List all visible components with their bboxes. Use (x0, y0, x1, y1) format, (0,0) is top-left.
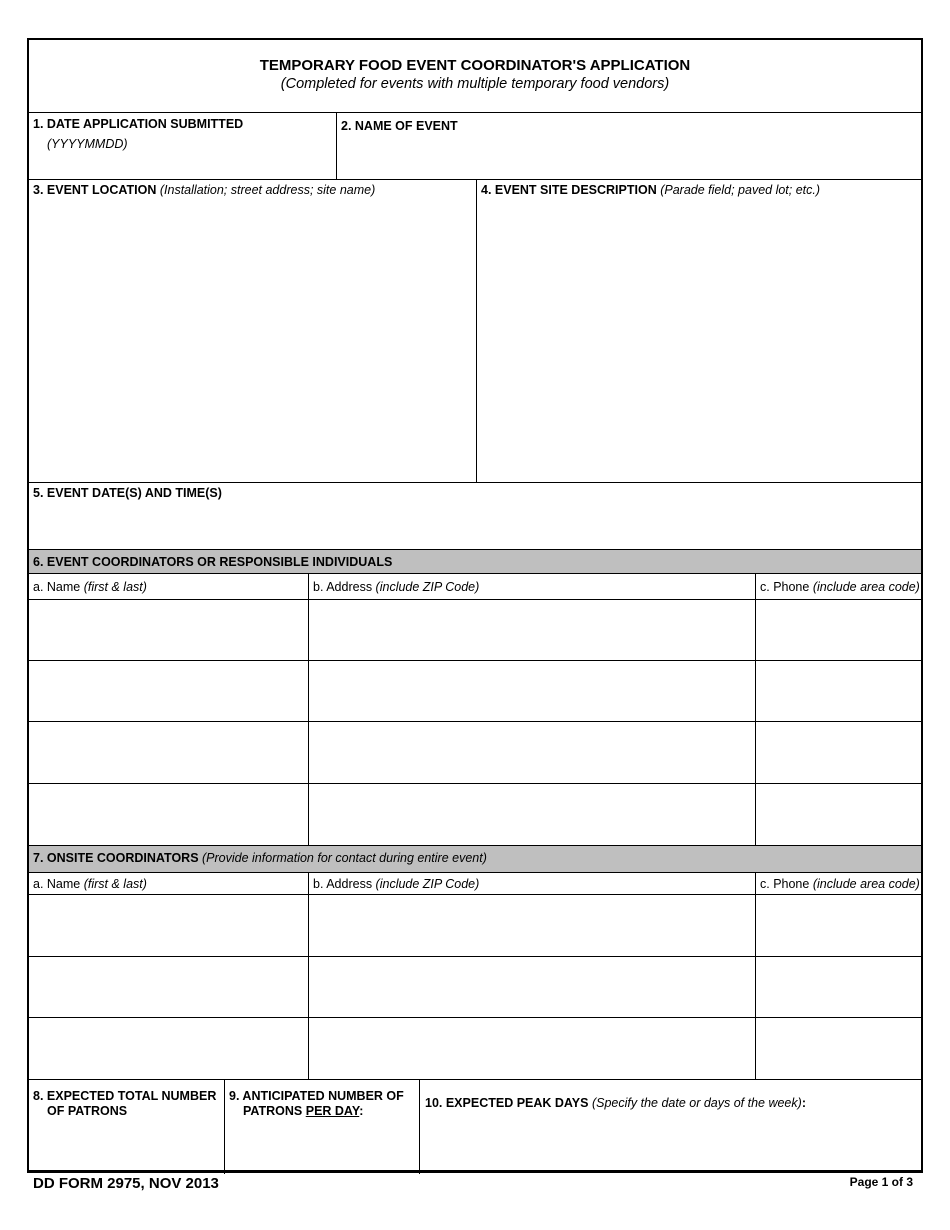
divider (336, 112, 337, 179)
col-c-hint: (include area code) (812, 580, 920, 594)
section-7-title-text: 7. ONSITE COORDINATORS (33, 851, 199, 865)
divider (29, 956, 921, 957)
field-10-title: 10. EXPECTED PEAK DAYS (425, 1096, 589, 1110)
divider (29, 179, 921, 180)
onsite-3-address-input[interactable] (312, 1020, 752, 1075)
section-6-title: 6. EVENT COORDINATORS OR RESPONSIBLE INDIVIDUALS (33, 555, 393, 569)
divider (29, 549, 921, 550)
section-7-col-a (33, 876, 147, 892)
field-3-hint: (Installation; street address; site name) (159, 183, 376, 197)
divider (224, 1079, 225, 1174)
field-2-label: 2. NAME OF EVENT (341, 119, 458, 133)
divider (308, 872, 309, 1079)
form-title: TEMPORARY FOOD EVENT COORDINATOR'S APPLICATION (259, 57, 691, 74)
divider (29, 112, 921, 113)
field-10-label (425, 1095, 806, 1111)
divider (29, 599, 921, 600)
coordinator-3-name-input[interactable] (32, 724, 304, 779)
field-10-hint: (Specify the date or days of the week) (591, 1096, 802, 1110)
col-a-hint: (first & last) (83, 877, 147, 891)
coordinator-1-name-input[interactable] (32, 602, 304, 657)
onsite-1-address-input[interactable] (312, 897, 752, 953)
event-name-input[interactable] (341, 136, 916, 174)
coordinator-2-address-input[interactable] (312, 663, 752, 718)
col-c-label: c. Phone (760, 877, 813, 891)
onsite-1-phone-input[interactable] (759, 897, 919, 953)
onsite-3-phone-input[interactable] (759, 1020, 919, 1075)
field-9-label-part-c: : (359, 1104, 364, 1118)
form-subtitle: (Completed for events with multiple temporary food vendors) (280, 76, 670, 92)
col-a-hint: (first & last) (83, 580, 147, 594)
field-4-hint: (Parade field; paved lot; etc.) (660, 183, 821, 197)
onsite-2-phone-input[interactable] (759, 959, 919, 1014)
section-7-title (33, 850, 487, 866)
divider (29, 1017, 921, 1018)
coordinator-2-phone-input[interactable] (759, 663, 919, 718)
section-7-col-b (313, 876, 479, 892)
divider (476, 179, 477, 482)
field-1-hint: (YYYYMMDD) (47, 137, 128, 151)
field-10-colon: : (801, 1096, 806, 1110)
col-c-label: c. Phone (760, 580, 813, 594)
coordinator-4-address-input[interactable] (312, 786, 752, 841)
date-submitted-input[interactable] (159, 132, 329, 172)
page-number: Page 1 of 3 (849, 1175, 913, 1189)
section-6-col-a (33, 579, 147, 595)
coordinator-1-address-input[interactable] (312, 602, 752, 657)
form-number: DD FORM 2975, NOV 2013 (33, 1175, 219, 1192)
divider (29, 872, 921, 873)
onsite-3-name-input[interactable] (32, 1020, 304, 1075)
divider (29, 660, 921, 661)
coordinator-2-name-input[interactable] (32, 663, 304, 718)
divider (29, 573, 921, 574)
col-b-hint: (include ZIP Code) (375, 580, 480, 594)
section-7-title-hint: (Provide information for contact during entire event) (202, 851, 487, 865)
col-c-hint: (include area code) (812, 877, 920, 891)
field-3-label (33, 182, 375, 198)
section-6-col-b (313, 579, 479, 595)
event-dates-input[interactable] (33, 504, 917, 544)
section-7-col-c (760, 876, 920, 892)
field-9-label-line1: 9. ANTICIPATED NUMBER OF (229, 1089, 404, 1103)
field-8-label-line2: OF PATRONS (47, 1104, 128, 1118)
divider (755, 872, 756, 1079)
field-1-label: 1. DATE APPLICATION SUBMITTED (33, 117, 244, 131)
field-9-label-part-b: PER DAY (305, 1104, 360, 1118)
patrons-per-day-input[interactable] (228, 1122, 415, 1170)
onsite-1-name-input[interactable] (32, 897, 304, 953)
field-8-label-line1: 8. EXPECTED TOTAL NUMBER (33, 1089, 217, 1103)
field-9-label-line2 (243, 1103, 363, 1119)
divider (29, 1079, 921, 1080)
field-3-title: 3. EVENT LOCATION (33, 183, 157, 197)
event-site-description-input[interactable] (481, 202, 917, 477)
coordinator-4-name-input[interactable] (32, 786, 304, 841)
coordinator-3-phone-input[interactable] (759, 724, 919, 779)
divider (29, 894, 921, 895)
form-frame (27, 38, 923, 1173)
divider (29, 721, 921, 722)
total-patrons-input[interactable] (32, 1122, 220, 1170)
section-6-col-c (760, 579, 920, 595)
divider (419, 1079, 420, 1174)
field-4-title: 4. EVENT SITE DESCRIPTION (481, 183, 657, 197)
divider (308, 573, 309, 845)
col-b-label: b. Address (313, 877, 376, 891)
event-location-input[interactable] (33, 202, 473, 477)
onsite-2-name-input[interactable] (32, 959, 304, 1014)
field-9-label-part-a: PATRONS (243, 1104, 306, 1118)
divider (29, 482, 921, 483)
divider (29, 845, 921, 846)
col-a-label: a. Name (33, 580, 84, 594)
coordinator-1-phone-input[interactable] (759, 602, 919, 657)
divider (755, 573, 756, 845)
col-b-hint: (include ZIP Code) (375, 877, 480, 891)
field-5-label: 5. EVENT DATE(S) AND TIME(S) (33, 486, 222, 500)
peak-days-input[interactable] (424, 1116, 918, 1170)
coordinator-4-phone-input[interactable] (759, 786, 919, 841)
divider (29, 783, 921, 784)
coordinator-3-address-input[interactable] (312, 724, 752, 779)
field-4-label (481, 182, 820, 198)
col-a-label: a. Name (33, 877, 84, 891)
col-b-label: b. Address (313, 580, 376, 594)
onsite-2-address-input[interactable] (312, 959, 752, 1014)
